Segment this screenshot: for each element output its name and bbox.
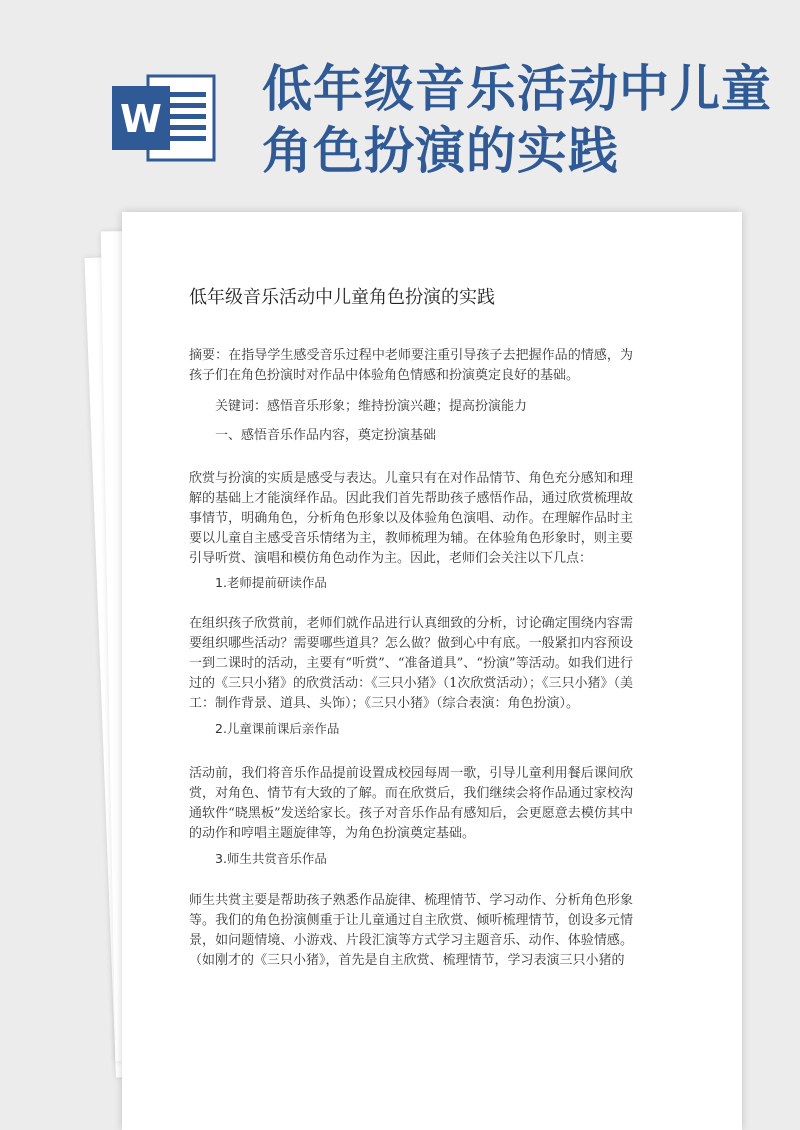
subheading: 2.儿童课前课后亲作品 (215, 721, 340, 736)
body-paragraph: 活动前，我们将音乐作品提前设置成校园每周一歌，引导儿童利用餐后课间欣赏，对角色、情节有大致的了解。而在欣赏后，我们继续会将作品通过家校沟通软件“晓黑板”发送给家长。孩子对音乐作品有感知后，会更愿意去模仿其中的动作和哼唱主题旋律等，为角色扮演奠定基础。 (189, 766, 633, 841)
abstract-paragraph: 摘要：在指导学生感受音乐过程中老师要注重引导孩子去把握作品的情感，为孩子们在角色扮演时对作品中体验角色情感和扮演奠定良好的基础。 (189, 348, 633, 383)
subheading: 3.师生共赏音乐作品 (215, 851, 327, 866)
body-paragraph: 欣赏与扮演的实质是感受与表达。儿童只有在对作品情节、角色充分感知和理解的基础上才能演绎作品。因此我们首先帮助孩子感悟作品，通过欣赏梳理故事情节，明确角色，分析角色形象以及体验角色演唱、动作。在理解作品时主要以儿童自主感受音乐情绪为主，教师梳理为辅。在体验角色形象时，则主要引导听赏、演唱和模仿角色动作为主。因此，老师们会关注以下几点： (189, 471, 633, 566)
svg-text:W: W (120, 97, 162, 141)
body-paragraph: 在组织孩子欣赏前，老师们就作品进行认真细致的分析，讨论确定围绕内容需要组织哪些活动？需要哪些道具？怎么做？做到心中有底。一般紧扣内容预设一到二课时的活动，主要有“听赏”、“准备道具”、“扮演”等活动。如我们进行过的《三只小猪》的欣赏活动：《三只小猪》（1次欣赏活动）；《三只小猪》（美工：制作背景、道具、头饰）；《三只小猪》（综合表演：角色扮演）。 (189, 616, 633, 711)
subheading: 1.老师提前研读作品 (215, 575, 327, 590)
section-heading: 一、感悟音乐作品内容，奠定扮演基础 (215, 428, 437, 443)
document-title: 低年级音乐活动中儿童角色扮演的实践 (189, 287, 495, 308)
page-title: 低年级音乐活动中儿童角色扮演的实践 (262, 60, 772, 180)
body-paragraph: 师生共赏主要是帮助孩子熟悉作品旋律、梳理情节、学习动作、分析角色形象等。我们的角色扮演侧重于让儿童通过自主欣赏、倾听梳理情节，创设多元情景，如问题情境、小游戏、片段汇演等方式学习主题音乐、动作、体验情感。（如刚才的《三只小猪》，首先是自主欣赏、梳理情节，学习表演三只小猪的 (189, 893, 633, 968)
keywords-line: 关键词：感悟音乐形象；维持扮演兴趣；提高扮演能力 (215, 399, 528, 414)
word-document-icon (108, 72, 226, 164)
